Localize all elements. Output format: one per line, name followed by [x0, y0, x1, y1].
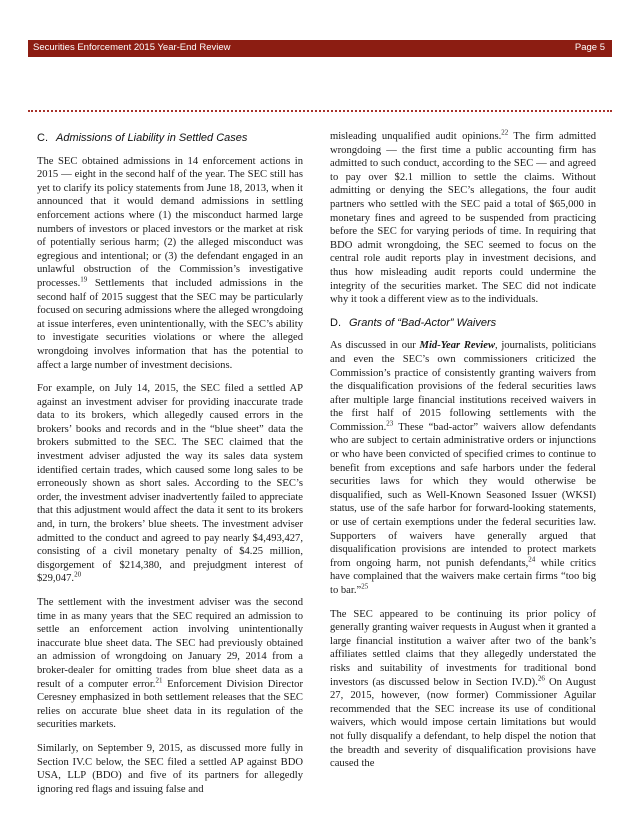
right-column — [330, 130, 596, 781]
paragraph: Similarly, on September 9, 2015, as discussed more fully in Section IV.C below, the SEC filed a settled AP against BDO USA, LLP (BDO) and five of its partners for allegedly ignoring red flags and issuing false and — [37, 742, 303, 795]
footnote-ref[interactable]: 23 — [386, 419, 394, 428]
section-heading-c — [37, 132, 303, 146]
page-number: Page 5 — [574, 42, 605, 53]
footnote-ref[interactable]: 22 — [501, 128, 509, 137]
dotted-divider — [28, 110, 612, 112]
section-letter: C. — [37, 132, 48, 144]
paragraph: misleading unqualified audit opinions.$^{22}$ The firm admitted wrongdoing — the first time a public accounting firm has admitted to such conduct, according to the SEC — and agreed to pay over $2.1 million to settle the claims. Without admitting or denying the SEC’s allegations, the four audit partners who settled with the SEC paid a total of $65,000 in monetary fines and agreed to be suspended from practicing before the SEC for varying periods of time. In requiring that BDO admit wrongdoing, the SEC seemed to focus on the central role audit reports play in investment decisions, and thus how misleading audit reports could undermine the integrity of the securities market. The SEC did not indicate why it took a different view as to the individuals. — [330, 128, 596, 306]
footnote-ref[interactable]: 19 — [80, 275, 88, 284]
page-header — [28, 40, 612, 57]
footnote-ref[interactable]: 26 — [537, 674, 545, 683]
footnote-ref[interactable]: 20 — [74, 570, 82, 579]
footnote-ref[interactable]: 24 — [528, 555, 536, 564]
mid-year-review-reference: Mid-Year Review — [419, 340, 496, 352]
section-heading-d — [330, 317, 596, 331]
paragraph: As discussed in our Mid-Year Review, journalists, politicians and even the SEC’s own commissioners criticized the Commission’s practice of consistently granting waivers from the disqualification provisions of the federal securities laws after multiple large financial institutions received waivers in the first half of 2015 following settlements with the Commission.$^{23}$ These “bad-actor” waivers allow defendants who are subject to certain administrative orders or injunctions or who have been convicted of specified crimes to continue to benefit from exceptions and safe harbors under the federal securities laws for which they would otherwise be disqualified, such as Well-Known Seasoned Issuer (WKSI) status, use of the safe harbor for forward-looking statements, or use of certain exemptions under the federal securities law. Supporters of waivers have generally argued that disqualification provisions are intended to protect markets from ongoing harm, not punish defendants,$^{24}$ while critics have complained that the waivers make certain firms “too big to bar.”$^{25}$ — [330, 340, 596, 596]
footnote-ref[interactable]: 21 — [155, 676, 163, 685]
header-title: Securities Enforcement 2015 Year-End Review — [33, 42, 231, 53]
left-column — [37, 130, 303, 806]
footnote-ref[interactable]: 25 — [361, 582, 369, 591]
paragraph: The SEC appeared to be continuing its prior policy of generally granting waiver requests in August when it granted a large financial institution a waiver after two of the bank’s affiliates settled claims that they allegedly understated the risks and suitability of investments for traditional bond investors (as discussed below in Section IV.D).$^{26}$ On August 27, 2015, however, (now former) Commissioner Aguilar recommended that the SEC increase its use of conditional waivers, which would impose certain limitations but would not fully disqualify a defendant, to help dispel the notion that the breadth and severity of disqualification provisions have caused the — [330, 608, 596, 770]
section-title: Admissions of Liability in Settled Cases — [56, 132, 248, 144]
section-title: Grants of “Bad-Actor” Waivers — [349, 316, 497, 329]
section-letter: D. — [330, 316, 341, 329]
paragraph: For example, on July 14, 2015, the SEC filed a settled AP against an investment adviser for providing inaccurate trade data to its brokers, which allegedly caused errors in the brokers’ books and records and in the “blue sheet” data the brokers submitted to the SEC. The SEC claimed that the investment adviser adjusted the way its sales data system identified certain trades, which caused some long sales to be erroneously shown as short sales. According to the SEC’s order, the investment adviser inadvertently failed to appreciate that this adjustment would affect the data it sent to its brokers and, in turn, the brokers’ blue sheets. The investment adviser admitted to the conduct and agreed to pay nearly $4,493,427, consisting of a civil monetary penalty of $4.25 million, disgorgement of $214,380, and prejudgment interest of $29,047.20 — [37, 383, 303, 585]
paragraph: The settlement with the investment adviser was the second time in as many years that the SEC required an admission to settle an enforcement action involving unintentionally inaccurate blue sheet data. The SEC had previously obtained an admission of wrongdoing on January 29, 2014 from a broker-dealer for omitting trades from blue sheet data as a result of a computer error.$^{21}$ Enforcement Division Director Ceresney emphasized in both settlement releases that the SEC relies on accurate blue sheet data in its regulation of the securities markets. — [37, 597, 303, 731]
paragraph: The SEC obtained admissions in 14 enforcement actions in 2015 — eight in the second half of the year. The SEC still has yet to clarify its policy statements from June 18, 2013, when it announced that it would demand admissions in settling enforcement actions where (1) the misconduct harmed large numbers of investors or placed investors or the market at risk of potentially serious harm; (2) the alleged misconduct was egregious and intentional; or (3) the defendant engaged in an unlawful obstruction of the Commission’s investigative processes.$^{19}$ Settlements that included admissions in the second half of 2015 suggest that the SEC may be particularly focused on securing admissions where the alleged wrongdoing at issue interferes, even unintentionally, with the SEC’s ability to investigate securities violations or where the alleged wrongdoing involves information that has the potential to affect a large number of investment decisions. — [37, 155, 303, 371]
